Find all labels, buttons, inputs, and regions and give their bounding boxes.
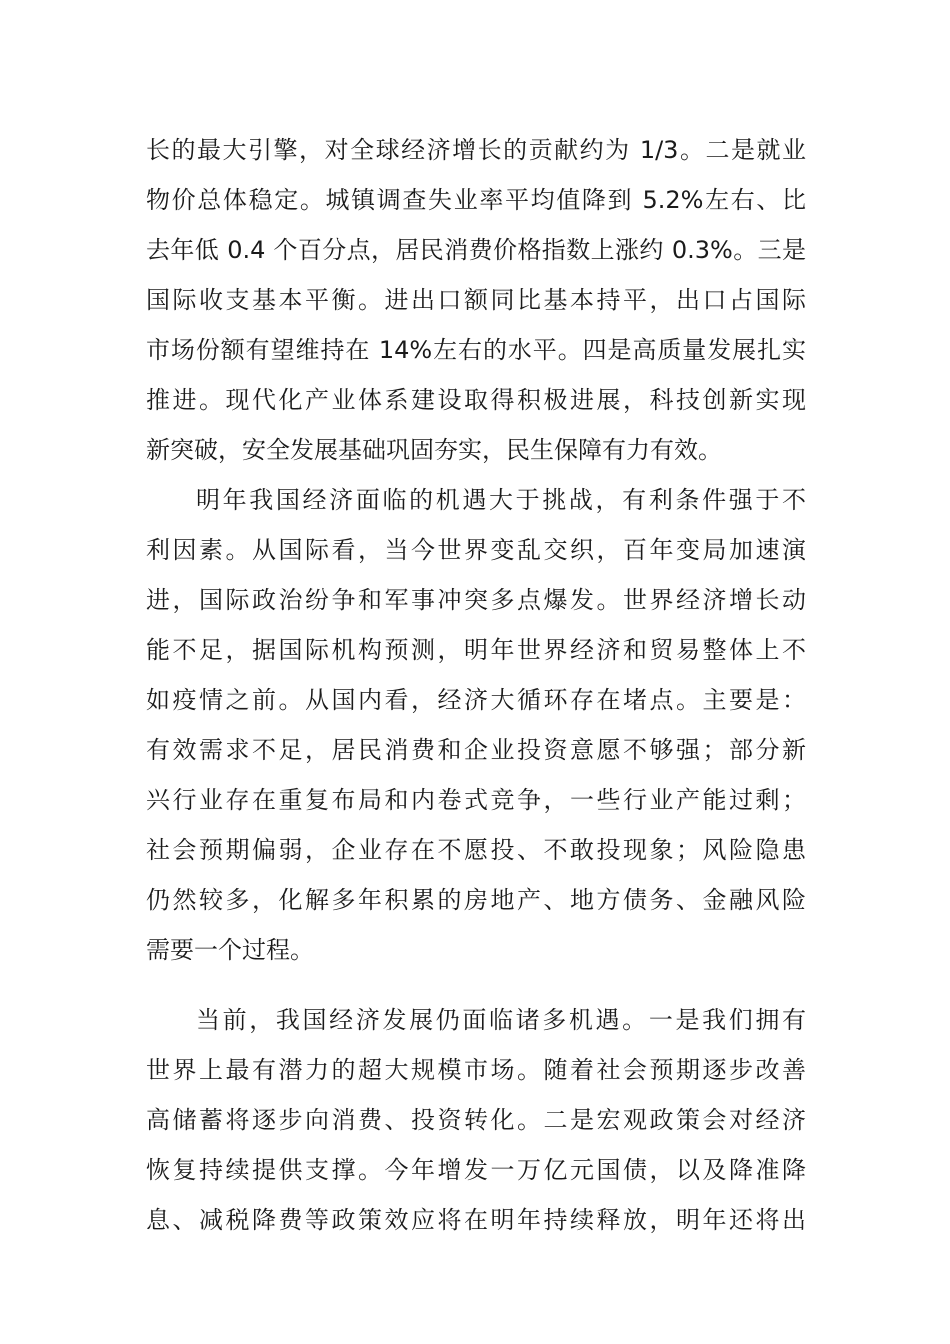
text-line: 能不足，据国际机构预测，明年世界经济和贸易整体上不 <box>146 636 806 664</box>
text-line: 需要一个过程。 <box>146 936 314 964</box>
text-line: 兴行业存在重复布局和内卷式竞争，一些行业产能过剩； <box>146 786 806 814</box>
text-line: 仍然较多，化解多年积累的房地产、地方债务、金融风险 <box>146 886 806 914</box>
text-line: 高储蓄将逐步向消费、投资转化。二是宏观政策会对经济 <box>146 1106 806 1134</box>
text-line: 市场份额有望维持在 14%左右的水平。四是高质量发展扎实 <box>146 336 806 364</box>
text-line: 有效需求不足，居民消费和企业投资意愿不够强；部分新 <box>146 736 806 764</box>
text-line: 国际收支基本平衡。进出口额同比基本持平，出口占国际 <box>146 286 806 314</box>
text-line: 恢复持续提供支撑。今年增发一万亿元国债，以及降准降 <box>146 1156 806 1184</box>
text-line: 物价总体稳定。城镇调查失业率平均值降到 5.2%左右、比 <box>146 186 806 214</box>
paragraph-first-line: 当前，我国经济发展仍面临诸多机遇。一是我们拥有 <box>196 1006 806 1034</box>
text-line: 推进。现代化产业体系建设取得积极进展，科技创新实现 <box>146 386 806 414</box>
text-line: 社会预期偏弱，企业存在不愿投、不敢投现象；风险隐患 <box>146 836 806 864</box>
text-line: 去年低 0.4 个百分点，居民消费价格指数上涨约 0.3%。三是 <box>146 236 806 264</box>
text-line: 长的最大引擎，对全球经济增长的贡献约为 1/3。二是就业 <box>146 136 806 164</box>
text-line: 息、减税降费等政策效应将在明年持续释放，明年还将出 <box>146 1206 806 1234</box>
paragraph-first-line: 明年我国经济面临的机遇大于挑战，有利条件强于不 <box>196 486 806 514</box>
text-line: 新突破，安全发展基础巩固夯实，民生保障有力有效。 <box>146 436 722 464</box>
text-line: 利因素。从国际看，当今世界变乱交织，百年变局加速演 <box>146 536 806 564</box>
text-line: 如疫情之前。从国内看，经济大循环存在堵点。主要是： <box>146 686 806 714</box>
text-line: 世界上最有潜力的超大规模市场。随着社会预期逐步改善 <box>146 1056 806 1084</box>
text-line: 进，国际政治纷争和军事冲突多点爆发。世界经济增长动 <box>146 586 806 614</box>
